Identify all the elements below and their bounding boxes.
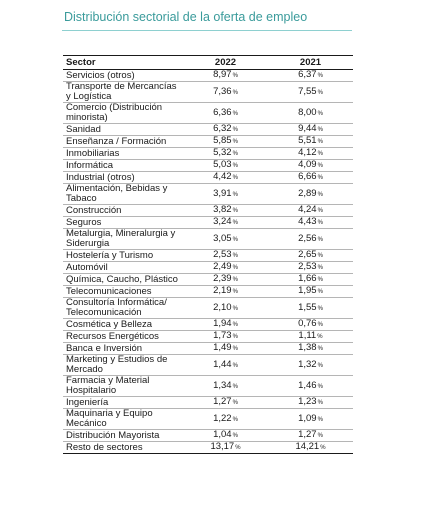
percent-unit: % [232, 383, 238, 390]
header-sector: Sector [66, 57, 96, 68]
table-row [63, 229, 353, 250]
value-text: 2,49 [213, 261, 232, 272]
value-2022 [183, 87, 268, 98]
value-2022 [183, 442, 268, 453]
percent-unit: % [317, 151, 323, 157]
table-body [63, 70, 353, 454]
table-row [63, 82, 353, 103]
sector-name: Química, Caucho, Plástico [66, 274, 178, 285]
table-row [63, 397, 353, 409]
value-text: 9,44 [298, 123, 317, 134]
value-text: 1,95 [298, 285, 317, 296]
sector-name: Distribución Mayorista [66, 430, 160, 441]
value-2021 [268, 360, 353, 371]
value-text: 5,03 [213, 159, 232, 170]
percent-unit: % [317, 289, 323, 295]
value-text: 4,42 [213, 171, 232, 182]
value-2021 [268, 172, 353, 183]
value-2022 [183, 331, 268, 342]
percent-unit: % [317, 322, 323, 328]
sector-name: Consultoría Informática/ Telecomunicación [66, 298, 167, 318]
percent-unit: % [317, 416, 323, 423]
percent-unit: % [232, 163, 238, 169]
percent-unit: % [317, 400, 323, 406]
percent-unit: % [317, 139, 323, 145]
sector-name: Informática [66, 160, 113, 171]
sector-name: Telecomunicaciones [66, 286, 152, 297]
table-row [63, 355, 353, 376]
percent-unit: % [317, 334, 323, 340]
percent-unit: % [317, 175, 323, 181]
value-text: 13,17 [210, 441, 235, 452]
sector-name: Ingeniería [66, 397, 109, 408]
value-2021 [268, 87, 353, 98]
percent-unit: % [317, 220, 323, 226]
percent-unit: % [232, 175, 238, 181]
title-divider [62, 30, 352, 31]
value-text: 1,44 [213, 358, 232, 370]
percent-unit: % [232, 139, 238, 145]
value-text: 1,34 [213, 379, 232, 391]
value-2022 [183, 360, 268, 371]
sector-name: Metalurgia, Mineralurgia y Siderurgia [66, 229, 176, 249]
percent-unit: % [232, 322, 238, 328]
value-2022 [183, 262, 268, 273]
percent-unit: % [232, 334, 238, 340]
value-2022 [183, 343, 268, 354]
value-2022 [183, 217, 268, 228]
sector-name: Maquinaria y Equipo Mecánico [66, 409, 153, 429]
percent-unit: % [317, 305, 323, 312]
value-2021 [268, 217, 353, 228]
value-2022 [183, 414, 268, 425]
header-2022: 2022 [214, 56, 237, 68]
percent-unit: % [232, 305, 238, 312]
value-text: 1,09 [298, 412, 317, 424]
value-2021 [268, 70, 353, 81]
value-2021 [268, 397, 353, 408]
sector-name: Recursos Energéticos [66, 331, 159, 342]
value-text: 2,89 [298, 187, 317, 199]
value-2022 [183, 430, 268, 441]
percent-unit: % [232, 362, 238, 369]
percent-unit: % [232, 433, 238, 439]
percent-unit: % [317, 433, 323, 439]
percent-unit: % [317, 191, 323, 198]
header-2021: 2021 [299, 56, 322, 68]
percent-unit: % [232, 191, 238, 198]
percent-unit: % [232, 236, 238, 243]
sector-name: Seguros [66, 217, 102, 228]
value-text: 14,21 [295, 441, 320, 452]
value-text: 1,23 [298, 396, 317, 407]
value-2022 [183, 124, 268, 135]
sector-name: Inmobiliarias [66, 148, 120, 159]
percent-unit: % [232, 416, 238, 423]
value-2022 [183, 381, 268, 392]
value-2022 [183, 160, 268, 171]
table-row [63, 376, 353, 397]
percent-unit: % [320, 445, 326, 451]
percent-unit: % [317, 127, 323, 133]
percent-unit: % [232, 265, 238, 271]
table-row [63, 286, 353, 298]
value-2021 [268, 250, 353, 261]
sector-name: Hostelería y Turismo [66, 250, 154, 261]
percent-unit: % [317, 253, 323, 259]
percent-unit: % [232, 127, 238, 133]
value-2021 [268, 189, 353, 200]
sector-name: Alimentación, Bebidas y Tabaco [66, 184, 168, 204]
sector-name: Banca e Inversión [66, 343, 143, 354]
value-2022 [183, 108, 268, 119]
value-2022 [183, 189, 268, 200]
sector-name: Servicios (otros) [66, 70, 135, 81]
value-2021 [268, 274, 353, 285]
value-text: 4,43 [298, 216, 317, 227]
percent-unit: % [317, 265, 323, 271]
percent-unit: % [232, 89, 238, 96]
table-header-row [63, 55, 353, 70]
page-title: Distribución sectorial de la oferta de empleo [64, 10, 308, 24]
table-row [63, 298, 353, 319]
value-text: 4,24 [298, 204, 317, 215]
value-2021 [268, 148, 353, 159]
value-text: 2,65 [298, 249, 317, 260]
percent-unit: % [232, 253, 238, 259]
value-2022 [183, 136, 268, 147]
table-row [63, 184, 353, 205]
value-2021 [268, 205, 353, 216]
value-2022 [183, 148, 268, 159]
value-2022 [183, 70, 268, 81]
sector-name: Farmacia y Material Hospitalario [66, 376, 150, 396]
value-2022 [183, 303, 268, 314]
percent-unit: % [317, 110, 323, 117]
percent-unit: % [232, 220, 238, 226]
percent-unit: % [235, 445, 241, 451]
value-text: 1,32 [298, 358, 317, 370]
percent-unit: % [232, 208, 238, 214]
table-row [63, 103, 353, 124]
value-text: 1,66 [298, 273, 317, 284]
value-text: 1,49 [213, 342, 232, 353]
value-text: 1,04 [213, 429, 232, 440]
value-text: 3,91 [213, 187, 232, 199]
value-text: 3,82 [213, 204, 232, 215]
value-2022 [183, 172, 268, 183]
sector-name: Industrial (otros) [66, 172, 135, 183]
value-text: 1,46 [298, 379, 317, 391]
sector-table [63, 55, 353, 454]
value-text: 7,36 [213, 85, 232, 97]
percent-unit: % [317, 346, 323, 352]
sector-name: Transporte de Mercancías y Logística [66, 82, 177, 102]
value-text: 6,66 [298, 171, 317, 182]
value-text: 1,22 [213, 412, 232, 424]
value-text: 0,76 [298, 318, 317, 329]
value-text: 2,56 [298, 232, 317, 244]
sector-name: Marketing y Estudios de Mercado [66, 355, 168, 375]
value-2021 [268, 303, 353, 314]
percent-unit: % [317, 73, 323, 79]
table-row [63, 442, 353, 454]
value-text: 1,55 [298, 301, 317, 313]
percent-unit: % [232, 110, 238, 117]
percent-unit: % [317, 208, 323, 214]
value-text: 5,51 [298, 135, 317, 146]
sector-name: Comercio (Distribución minorista) [66, 103, 163, 123]
sector-name: Resto de sectores [66, 442, 143, 453]
sector-name: Cosmética y Belleza [66, 319, 153, 330]
value-text: 5,32 [213, 147, 232, 158]
percent-unit: % [232, 346, 238, 352]
value-text: 1,27 [213, 396, 232, 407]
percent-unit: % [317, 236, 323, 243]
value-text: 2,19 [213, 285, 232, 296]
value-2021 [268, 124, 353, 135]
table-row [63, 70, 353, 82]
percent-unit: % [232, 73, 238, 79]
value-text: 1,38 [298, 342, 317, 353]
value-text: 6,37 [298, 69, 317, 80]
table-row [63, 217, 353, 229]
value-2021 [268, 286, 353, 297]
percent-unit: % [317, 89, 323, 96]
value-2021 [268, 414, 353, 425]
value-2021 [268, 160, 353, 171]
value-text: 6,32 [213, 123, 232, 134]
value-text: 5,85 [213, 135, 232, 146]
value-2021 [268, 319, 353, 330]
value-text: 3,05 [213, 232, 232, 244]
value-text: 8,97 [213, 69, 232, 80]
value-2022 [183, 205, 268, 216]
percent-unit: % [317, 163, 323, 169]
value-2022 [183, 274, 268, 285]
value-2022 [183, 250, 268, 261]
value-2021 [268, 136, 353, 147]
value-text: 7,55 [298, 85, 317, 97]
value-2022 [183, 319, 268, 330]
percent-unit: % [232, 277, 238, 283]
value-text: 8,00 [298, 106, 317, 118]
sector-name: Enseñanza / Formación [66, 136, 167, 147]
value-text: 2,53 [298, 261, 317, 272]
table-row [63, 409, 353, 430]
percent-unit: % [232, 151, 238, 157]
value-text: 1,94 [213, 318, 232, 329]
value-2022 [183, 234, 268, 245]
value-text: 6,36 [213, 106, 232, 118]
percent-unit: % [232, 289, 238, 295]
value-2021 [268, 108, 353, 119]
percent-unit: % [317, 383, 323, 390]
value-text: 4,12 [298, 147, 317, 158]
value-text: 3,24 [213, 216, 232, 227]
value-2021 [268, 381, 353, 392]
sector-name: Automóvil [66, 262, 108, 273]
percent-unit: % [317, 362, 323, 369]
value-2021 [268, 430, 353, 441]
value-text: 2,39 [213, 273, 232, 284]
value-text: 2,53 [213, 249, 232, 260]
percent-unit: % [317, 277, 323, 283]
percent-unit: % [232, 400, 238, 406]
value-2021 [268, 331, 353, 342]
value-2021 [268, 262, 353, 273]
table-row [63, 172, 353, 184]
value-2021 [268, 234, 353, 245]
value-2022 [183, 286, 268, 297]
table-row [63, 343, 353, 355]
value-2022 [183, 397, 268, 408]
value-text: 1,73 [213, 330, 232, 341]
value-text: 2,10 [213, 301, 232, 313]
sector-name: Construcción [66, 205, 122, 216]
sector-name: Sanidad [66, 124, 101, 135]
value-2021 [268, 343, 353, 354]
value-text: 4,09 [298, 159, 317, 170]
value-text: 1,11 [298, 330, 317, 341]
value-2021 [268, 442, 353, 453]
value-text: 1,27 [298, 429, 317, 440]
